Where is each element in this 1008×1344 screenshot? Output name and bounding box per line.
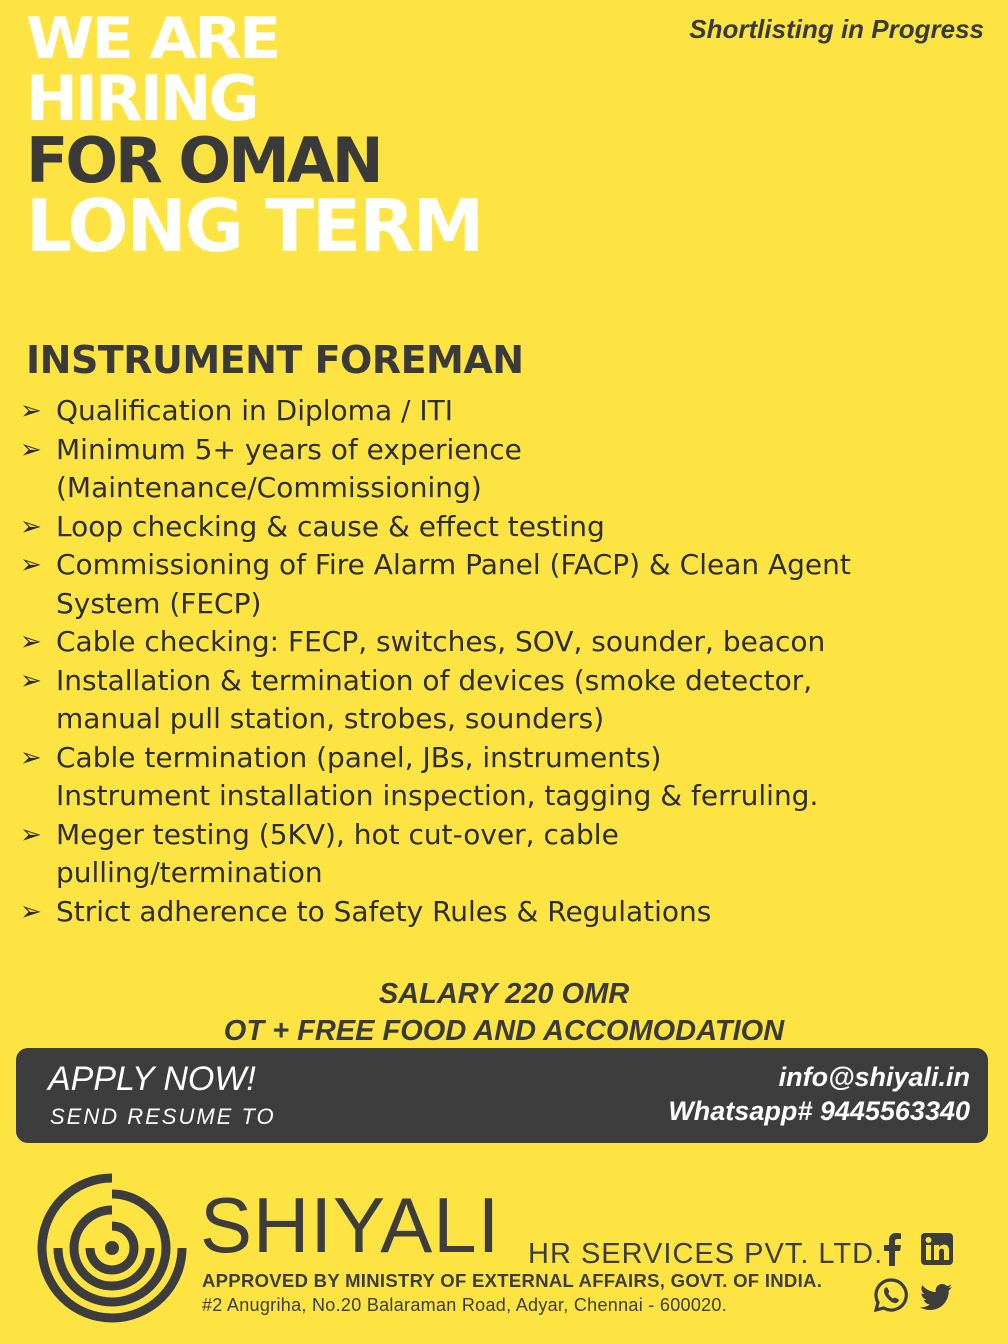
arrow-bullet-icon: ➢ (20, 434, 42, 465)
arrow-bullet-icon: ➢ (20, 627, 42, 657)
approval-text: APPROVED BY MINISTRY OF EXTERNAL AFFAIRS, GOVT. OF INDIA. (202, 1270, 823, 1291)
shiyali-logo-icon (36, 1172, 188, 1324)
headline-line-2: HIRING (26, 62, 257, 135)
whatsapp-icon[interactable] (874, 1278, 908, 1312)
send-resume-label: SEND RESUME TO (50, 1104, 276, 1129)
salary-line: SALARY 220 OMR (378, 978, 630, 1010)
requirement-item (20, 816, 990, 893)
requirement-text: Meger testing (5KV), hot cut-over, cable (56, 817, 619, 851)
arrow-bullet-icon: ➢ (20, 396, 42, 426)
requirement-text: Strict adherence to Safety Rules & Regulations (56, 894, 712, 928)
twitter-icon[interactable] (920, 1280, 954, 1314)
facebook-icon[interactable] (876, 1232, 910, 1266)
requirement-text: Instrument installation inspection, tagging & ferruling. (56, 779, 819, 812)
headline-line-4: LONG TERM (26, 184, 483, 268)
requirement-text: Cable checking: FECP, switches, SOV, sounder, beacon (56, 625, 826, 658)
company-address: #2 Anugriha, No.20 Balaraman Road, Adyar, Chennai - 600020. (202, 1295, 728, 1315)
requirement-text: Qualification in Diploma / ITI (56, 394, 453, 427)
arrow-bullet-icon: ➢ (20, 896, 42, 927)
requirement-item (20, 893, 990, 932)
company-name: SHIYALI (200, 1181, 501, 1269)
requirement-item (20, 739, 990, 816)
requirement-item (20, 431, 990, 508)
requirement-text: pulling/termination (56, 856, 323, 889)
requirement-text: Minimum 5+ years of experience (56, 432, 522, 466)
requirement-item (20, 662, 990, 739)
headline-line-3: FOR OMAN (26, 124, 381, 197)
job-title: INSTRUMENT FOREMAN (26, 338, 524, 382)
requirement-text: manual pull station, strobes, sounders) (56, 702, 605, 735)
requirement-item (20, 546, 990, 623)
requirement-item (20, 623, 990, 662)
arrow-bullet-icon: ➢ (20, 665, 42, 696)
requirement-text: Installation & termination of devices (smoke detector, (56, 663, 813, 697)
headline (26, 4, 483, 268)
requirement-text: Loop checking & cause & effect testing (56, 509, 605, 543)
requirement-item (20, 392, 990, 431)
requirements-list (20, 392, 990, 931)
requirement-text: Cable termination (panel, JBs, instruments) (56, 740, 662, 774)
arrow-bullet-icon: ➢ (20, 742, 42, 773)
requirement-text: Commissioning of Fire Alarm Panel (FACP) & Clean Agent (56, 548, 851, 581)
requirement-text: System (FECP) (56, 586, 262, 620)
arrow-bullet-icon: ➢ (20, 550, 42, 580)
headline-line-1: WE ARE (26, 4, 279, 72)
requirement-item (20, 508, 990, 547)
whatsapp-contact[interactable]: Whatsapp# 9445563340 (668, 1096, 970, 1126)
apply-now-heading: APPLY NOW! (48, 1060, 256, 1098)
apply-banner (16, 1048, 988, 1143)
arrow-bullet-icon: ➢ (20, 511, 42, 542)
arrow-bullet-icon: ➢ (20, 819, 42, 850)
company-subtitle: HR SERVICES PVT. LTD. (528, 1238, 884, 1270)
requirement-text: (Maintenance/Commissioning) (56, 471, 482, 504)
status-label: Shortlisting in Progress (689, 14, 984, 44)
email-link[interactable]: info@shiyali.in (778, 1062, 970, 1092)
benefits-line: OT + FREE FOOD AND ACCOMODATION (223, 1015, 785, 1047)
linkedin-icon[interactable] (920, 1232, 954, 1266)
